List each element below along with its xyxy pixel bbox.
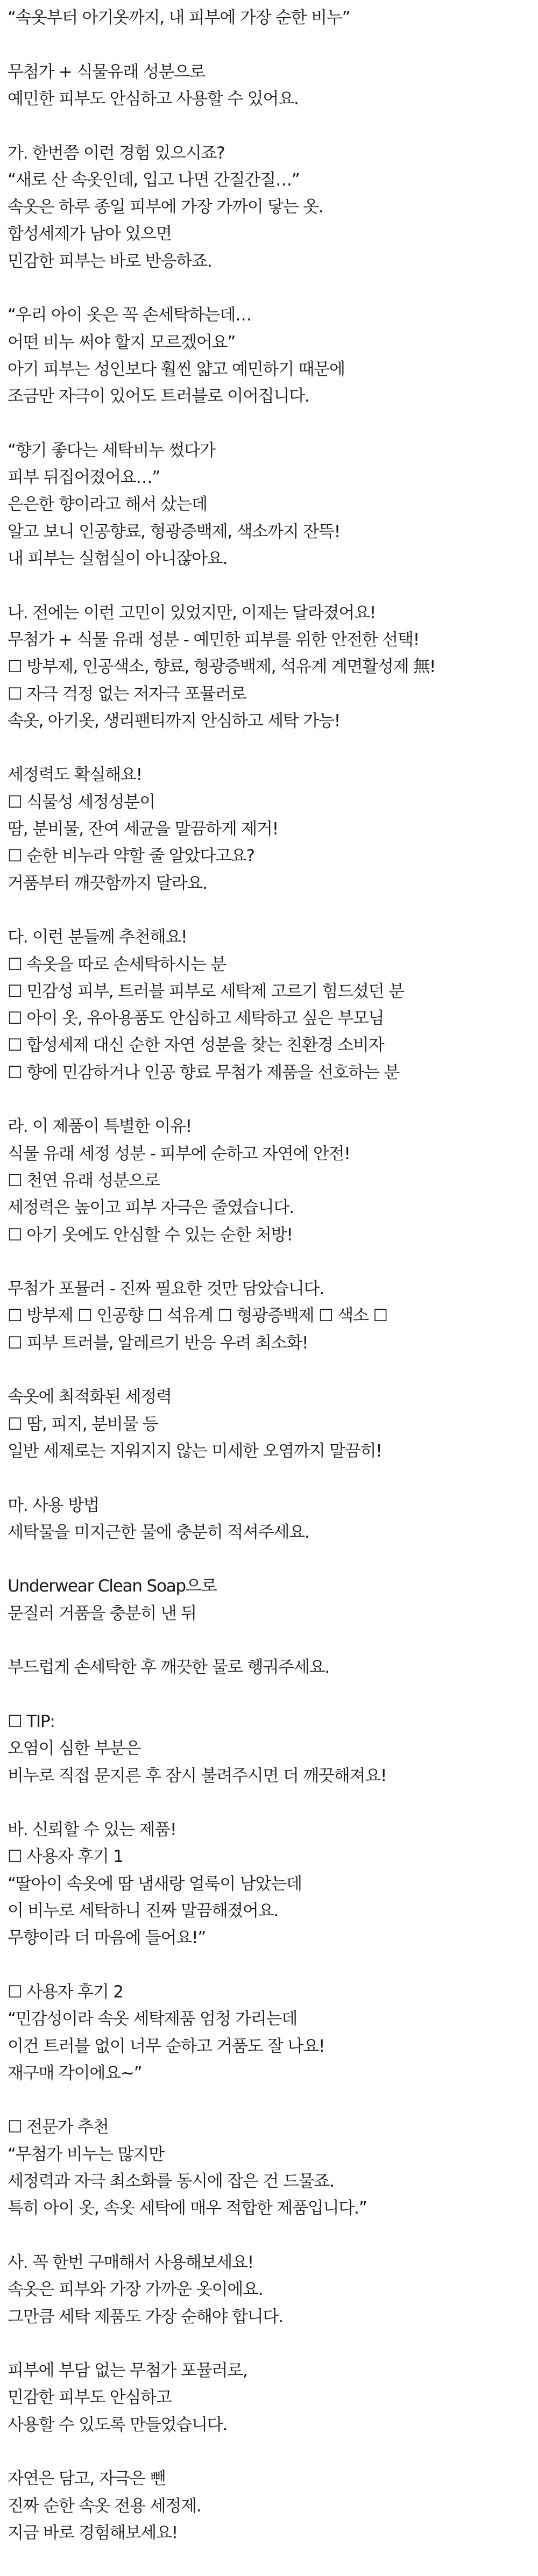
text-line: 오염이 심한 부분은 [8, 1739, 141, 1759]
text-line: 사. 꼭 한번 구매해서 사용해보세요! [8, 2252, 253, 2272]
text-line: 피부에 부담 없는 무첨가 포뮬러로, [8, 2361, 247, 2381]
text-line: “새로 산 속옷인데, 입고 나면 간질간질…” [8, 170, 300, 190]
text-line: 무첨가 + 식물 유래 성분 - 예민한 피부를 위한 안전한 선택! [8, 630, 419, 650]
text-line: 이 비누로 세탁하니 진짜 말끔해졌어요. [8, 1901, 279, 1921]
text-line: 세정력은 높이고 피부 자극은 줄였습니다. [8, 1198, 294, 1218]
text-line: 무첨가 + 식물유래 성분으로 [8, 62, 205, 82]
text-line: 피부 뒤집어졌어요…” [8, 468, 160, 488]
text-line: 다. 이런 분들께 추천해요! [8, 927, 187, 947]
text-line: ☐ 방부제, 인공색소, 향료, 형광증백제, 석유계 계면활성제 無! [8, 657, 436, 677]
text-line: ☐ 순한 비누라 약할 줄 알았다고요? [8, 846, 254, 866]
text-line: ☐ 합성세제 대신 순한 자연 성분을 찾는 친환경 소비자 [8, 1036, 384, 1055]
text-line: 특히 아이 옷, 속옷 세탁에 매우 적합한 제품입니다.” [8, 2199, 367, 2218]
text-line: 일반 세제로는 지워지지 않는 미세한 오염까지 말끔히! [8, 1441, 382, 1461]
text-line: ☐ 사용자 후기 1 [8, 1847, 123, 1867]
text-line: 비누로 직접 문지른 후 잠시 불려주시면 더 깨끗해져요! [8, 1766, 387, 1786]
text-line: 자연은 담고, 자극은 뺀 [8, 2469, 166, 2489]
text-line: 속옷에 최적화된 세정력 [8, 1387, 172, 1407]
text-line: 속옷은 피부와 가장 가까운 옷이에요. [8, 2280, 263, 2300]
text-line: 이건 트러블 없이 너무 순하고 거품도 잘 나요! [8, 2036, 325, 2056]
text-line: 바. 신뢰할 수 있는 제품! [8, 1820, 176, 1840]
text-line: 무첨가 포뮬러 - 진짜 필요한 것만 담았습니다. [8, 1279, 324, 1299]
text-line: 알고 보니 인공향료, 형광증백제, 색소까지 잔뜩! [8, 522, 340, 541]
text-line: 무향이라 더 마음에 들어요!” [8, 1928, 206, 1948]
text-line: 속옷, 아기옷, 생리팬티까지 안심하고 세탁 가능! [8, 711, 340, 731]
text-line: 내 피부는 실험실이 아니잖아요. [8, 549, 228, 568]
text-line: 세탁물을 미지근한 물에 충분히 적셔주세요. [8, 1522, 309, 1542]
text-line: 문질러 거품을 충분히 낸 뒤 [8, 1603, 196, 1623]
text-line: 아기 피부는 성인보다 훨씬 얇고 예민하기 때문에 [8, 359, 345, 379]
text-line: ☐ 민감성 피부, 트러블 피부로 세탁제 고르기 힘드셨던 분 [8, 981, 404, 1001]
text-line: 그만큼 세탁 제품도 가장 순해야 합니다. [8, 2307, 283, 2327]
text-line: ☐ 속옷을 따로 손세탁하시는 분 [8, 954, 226, 974]
text-line: 가. 한번쯤 이런 경험 있으시죠? [8, 143, 225, 163]
text-line: Underwear Clean Soap으로 [8, 1576, 217, 1596]
text-line: “딸아이 속옷에 땀 냄새랑 얼룩이 남았는데 [8, 1874, 302, 1894]
text-line: 사용할 수 있도록 만들었습니다. [8, 2415, 228, 2435]
text-line: ☐ 아이 옷, 유아용품도 안심하고 세탁하고 싶은 부모님 [8, 1009, 384, 1029]
text-line: “민감성이라 속옷 세탁제품 엄청 가리는데 [8, 2009, 298, 2029]
text-line: 진짜 순한 속옷 전용 세정제. [8, 2496, 201, 2516]
text-line: 땀, 분비물, 잔여 세균을 말끔하게 제거! [8, 819, 278, 839]
text-line: ☐ 자극 걱정 없는 저자극 포뮬러로 [8, 684, 246, 704]
text-line: 세정력도 확실해요! [8, 765, 142, 785]
text-line: ☐ 아기 옷에도 안심할 수 있는 순한 처방! [8, 1225, 293, 1245]
text-line: “우리 아이 옷은 꼭 손세탁하는데… [8, 305, 251, 325]
text-line: 은은한 향이라고 해서 샀는데 [8, 495, 207, 515]
text-line: ☐ 식물성 세정성분이 [8, 792, 155, 812]
text-line: ☐ 피부 트러블, 알레르기 반응 우려 최소화! [8, 1333, 308, 1353]
text-line: 어떤 비누 써야 할지 모르겠어요” [8, 332, 236, 352]
text-line: ☐ 방부제 ☐ 인공향 ☐ 석유계 ☐ 형광증백제 ☐ 색소 ☐ [8, 1306, 388, 1326]
text-line: “무첨가 비누는 많지만 [8, 2144, 164, 2164]
text-line: 식물 유래 세정 성분 - 피부에 순하고 자연에 안전! [8, 1144, 350, 1164]
text-line: 조금만 자극이 있어도 트러블로 이어집니다. [8, 387, 309, 406]
text-line: “속옷부터 아기옷까지, 내 피부에 가장 순한 비누” [8, 8, 350, 27]
text-line: ☐ 천연 유래 성분으로 [8, 1171, 160, 1190]
text-line: 민감한 피부도 안심하고 [8, 2388, 172, 2408]
text-line: 재구매 각이에요~” [8, 2063, 142, 2083]
text-line: ☐ 전문가 추천 [8, 2117, 109, 2137]
text-line: “향기 좋다는 세탁비누 썼다가 [8, 440, 215, 460]
text-line: ☐ 향에 민감하거나 인공 향료 무첨가 제품을 선호하는 분 [8, 1062, 400, 1082]
text-line: ☐ 땀, 피지, 분비물 등 [8, 1414, 158, 1434]
text-line: 나. 전에는 이런 고민이 있었지만, 이제는 달라졌어요! [8, 603, 376, 623]
text-line: ☐ TIP: [8, 1711, 55, 1731]
text-line: 부드럽게 손세탁한 후 깨끗한 물로 헹궈주세요. [8, 1658, 330, 1678]
text-line: 세정력과 자극 최소화를 동시에 잡은 건 드물죠. [8, 2172, 334, 2191]
text-line: 지금 바로 경험해보세요! [8, 2523, 178, 2543]
text-line: 속옷은 하루 종일 피부에 가장 가까이 닿는 옷. [8, 197, 323, 217]
text-line: 민감한 피부는 바로 반응하죠. [8, 251, 212, 271]
text-line: 합성세제가 남아 있으면 [8, 224, 172, 244]
text-line: 예민한 피부도 안심하고 사용할 수 있어요. [8, 89, 299, 109]
text-line: 마. 사용 방법 [8, 1495, 99, 1515]
text-line: 라. 이 제품이 특별한 이유! [8, 1117, 192, 1137]
text-line: ☐ 사용자 후기 2 [8, 1982, 123, 2002]
text-line: 거품부터 깨끗함까지 달라요. [8, 873, 207, 893]
